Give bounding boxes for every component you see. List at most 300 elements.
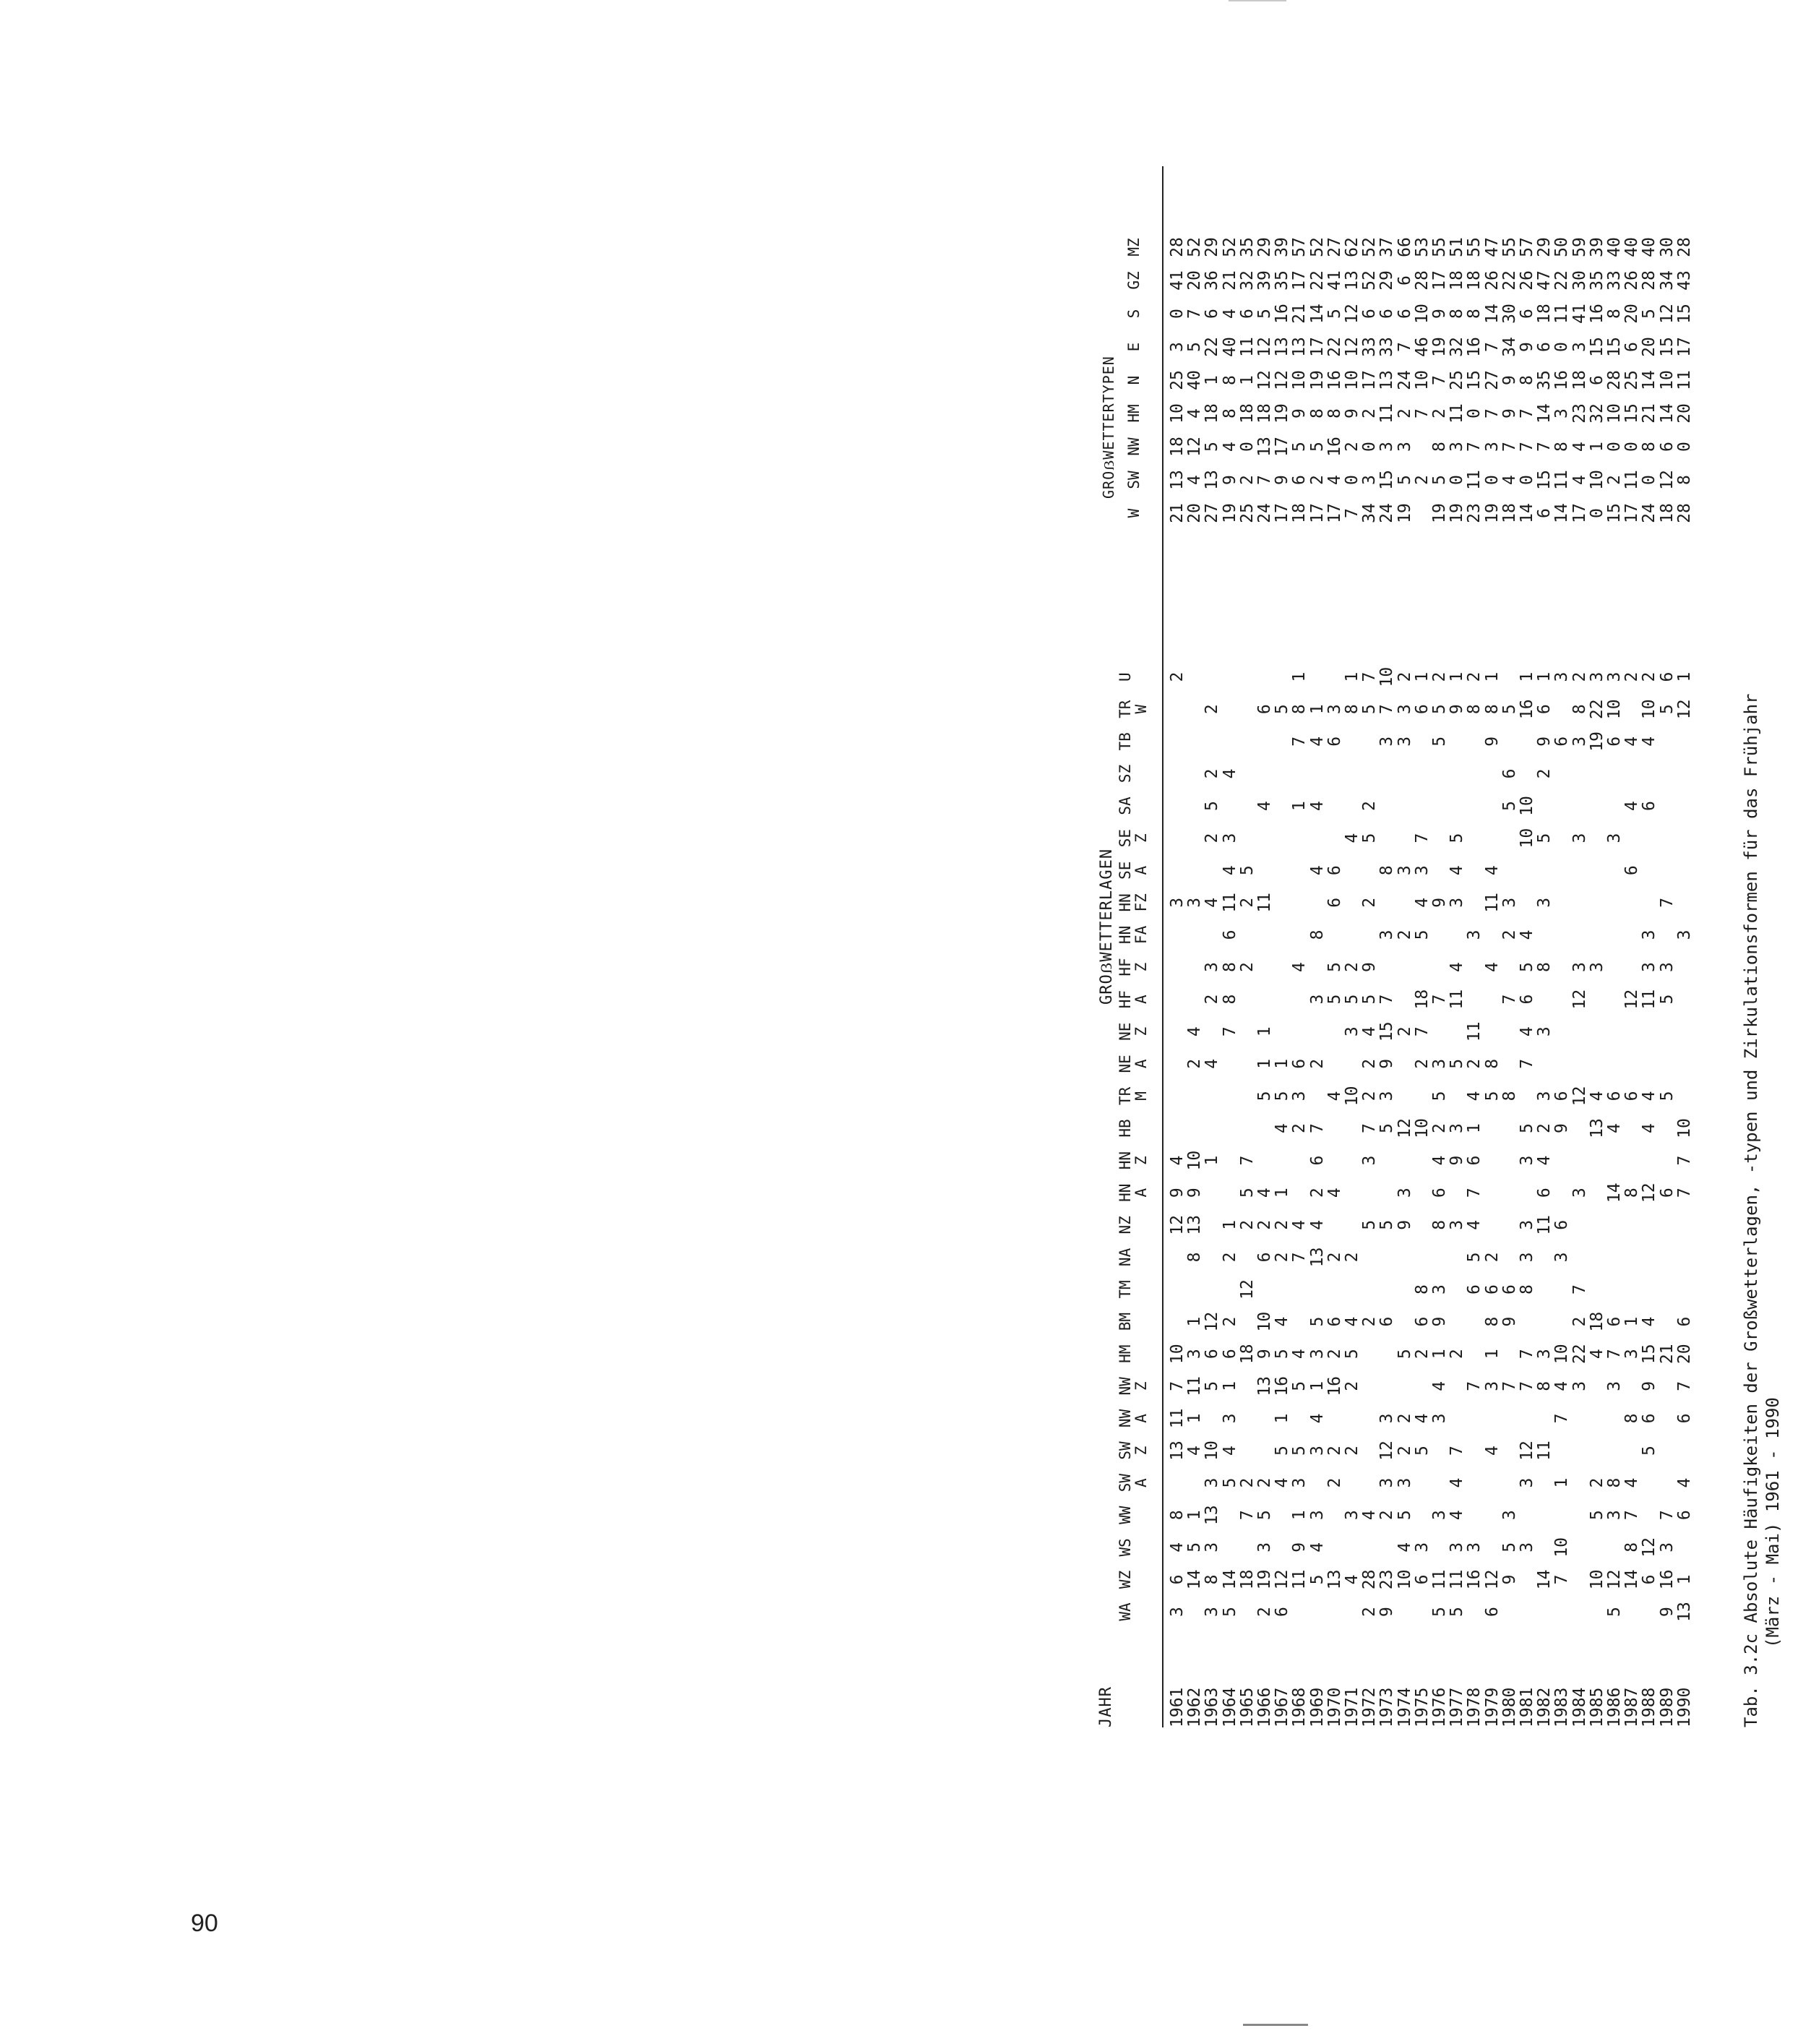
gwl-cell: 1 [1552, 1477, 1572, 1488]
gwl-cell: 2 [1360, 897, 1380, 908]
gwl-cell: 6 [1307, 1155, 1327, 1166]
gwl-cell: 2 [1255, 1607, 1274, 1617]
gwt-cell: 0 [1168, 309, 1187, 319]
year-cell: 1963 [1203, 1687, 1222, 1727]
year-cell: 1981 [1518, 1687, 1536, 1727]
gwl-cell: 9 [1290, 1542, 1309, 1553]
caption-line-1: Tab. 3.2c Absolute Häufigkeiten der Großwetterlagen, -typen und Zirkulationsformen für das Frühjahr [1741, 693, 1761, 1727]
gwl-cell: 4 [1343, 1316, 1362, 1327]
gwl-cell: 13 [1203, 1505, 1222, 1526]
gwt-cell: 12 [1657, 304, 1677, 324]
gwl-cell: 3 [1325, 704, 1344, 715]
gwl-cell: 14 [1220, 1569, 1239, 1590]
gwl-cell: 6 [1465, 1284, 1484, 1294]
column-header: SZ [1117, 764, 1134, 783]
gwl-cell: 9 [1430, 1316, 1449, 1327]
gwl-cell: 5 [1430, 704, 1449, 715]
gwt-cell: 35 [1587, 270, 1606, 291]
gwt-cell: 6 [1518, 309, 1536, 319]
year-cell: 1966 [1255, 1687, 1274, 1727]
gwl-cell: 14 [1535, 1569, 1554, 1590]
gwt-cell: 17 [1307, 503, 1327, 523]
gwt-cell: 17 [1290, 270, 1309, 291]
gwt-cell: 27 [1203, 503, 1222, 523]
column-header: SW A [1117, 1473, 1150, 1493]
gwl-cell: 7 [1674, 1155, 1694, 1166]
gwl-cell: 2 [1203, 704, 1222, 715]
gwt-cell: 35 [1273, 270, 1292, 291]
gwt-cell: 6 [1535, 342, 1554, 352]
gwl-cell: 6 [1412, 1316, 1432, 1327]
gwt-cell: 1 [1237, 375, 1257, 385]
gwl-cell: 1 [1185, 1316, 1205, 1327]
gwl-cell: 2 [1395, 1413, 1414, 1424]
gwt-cell: 22 [1203, 337, 1222, 357]
gwt-cell: 1 [1587, 442, 1606, 452]
gwl-cell: 4 [1255, 801, 1274, 811]
gwt-cell: 3 [1552, 408, 1572, 418]
gwt-cell: 12 [1273, 370, 1292, 390]
gwl-cell: 3 [1448, 1219, 1467, 1230]
gwl-cell: 1 [1307, 1380, 1327, 1391]
gwl-cell: 3 [1640, 962, 1659, 972]
gwl-cell: 4 [1395, 1542, 1414, 1553]
gwl-cell: 9 [1377, 1058, 1397, 1069]
gwl-cell: 8 [1622, 1188, 1642, 1198]
column-header: W [1125, 508, 1143, 518]
gwt-cell: 55 [1500, 237, 1519, 257]
gwt-cell: 6 [1657, 442, 1677, 452]
gwt-cell: 29 [1377, 270, 1397, 291]
gwt-cell: 8 [1605, 309, 1624, 319]
gwl-cell: 4 [1307, 1219, 1327, 1230]
gwl-cell: 7 [1674, 1188, 1694, 1198]
gwl-cell: 2 [1448, 1349, 1467, 1360]
gwl-cell: 1 [1220, 1219, 1239, 1230]
gwt-cell: 12 [1343, 304, 1362, 324]
gwl-cell: 2 [1203, 768, 1222, 779]
gwl-cell: 1 [1290, 801, 1309, 811]
gwl-cell: 5 [1290, 1446, 1309, 1456]
gwt-cell: 15 [1674, 304, 1694, 324]
gwl-cell: 4 [1185, 1026, 1205, 1037]
gwt-cell: 11 [1377, 403, 1397, 424]
gwl-cell: 11 [1220, 892, 1239, 913]
gwt-cell: 17 [1430, 270, 1449, 291]
gwt-cell: 8 [1552, 442, 1572, 452]
gwt-cell: 2 [1430, 408, 1449, 418]
gwt-cell: 2 [1237, 475, 1257, 485]
gwl-cell: 10 [1552, 1537, 1572, 1558]
gwt-cell: 9 [1500, 375, 1519, 385]
gwl-cell: 10 [1203, 1440, 1222, 1461]
gwl-cell: 7 [1552, 1574, 1572, 1585]
gwl-cell: 9 [1657, 1607, 1677, 1617]
gwt-cell: 7 [1535, 442, 1554, 452]
gwl-cell: 1 [1482, 671, 1502, 682]
gwt-cell: 40 [1220, 337, 1239, 357]
gwt-cell: 8 [1325, 408, 1344, 418]
gwl-cell: 4 [1482, 1446, 1502, 1456]
gwl-cell: 10 [1412, 1118, 1432, 1138]
gwt-cell: 62 [1343, 237, 1362, 257]
gwt-cell: 10 [1343, 370, 1362, 390]
gwt-cell: 8 [1448, 309, 1467, 319]
gwl-cell: 5 [1307, 1316, 1327, 1327]
gwl-cell: 5 [1203, 1380, 1222, 1391]
gwl-cell: 4 [1255, 1188, 1274, 1198]
gwt-cell: 3 [1360, 475, 1380, 485]
gwl-cell: 2 [1273, 1252, 1292, 1263]
gwt-cell: 17 [1622, 503, 1642, 523]
gwt-cell: 18 [1657, 503, 1677, 523]
gwt-cell: 0 [1674, 442, 1694, 452]
gwl-cell: 6 [1220, 929, 1239, 940]
gwt-cell: 18 [1465, 270, 1484, 291]
gwl-cell: 12 [1273, 1569, 1292, 1590]
gwt-cell: 9 [1290, 408, 1309, 418]
gwl-cell: 7 [1465, 1380, 1484, 1391]
gwl-cell: 6 [1325, 1316, 1344, 1327]
column-header: NE Z [1117, 1022, 1150, 1041]
gwl-cell: 12 [1168, 1214, 1187, 1235]
gwl-cell: 8 [1518, 1284, 1536, 1294]
gwl-cell: 11 [1535, 1214, 1554, 1235]
gwl-cell: 3 [1377, 1091, 1397, 1102]
gwl-cell: 16 [1273, 1375, 1292, 1396]
gwl-cell: 2 [1622, 671, 1642, 682]
column-header: HF A [1117, 989, 1150, 1009]
gwt-cell: 30 [1500, 304, 1519, 324]
gwl-cell: 6 [1255, 704, 1274, 715]
gwl-cell: 3 [1343, 1026, 1362, 1037]
gwl-cell: 7 [1674, 1380, 1694, 1391]
gwl-cell: 14 [1605, 1182, 1624, 1203]
gwl-cell: 3 [1203, 962, 1222, 972]
gwl-cell: 9 [1500, 1574, 1519, 1585]
gwl-cell: 10 [1255, 1311, 1274, 1332]
gwl-cell: 3 [1220, 833, 1239, 843]
gwl-cell: 2 [1395, 671, 1414, 682]
gwt-cell: 0 [1343, 475, 1362, 485]
gwl-cell: 5 [1255, 1091, 1274, 1102]
gwt-cell: 7 [1500, 442, 1519, 452]
year-column-header: JAHR [1097, 1686, 1115, 1727]
gwl-cell: 4 [1552, 1380, 1572, 1391]
gwt-cell: 18 [1290, 503, 1309, 523]
gwt-cell: 40 [1640, 237, 1659, 257]
gwl-cell: 3 [1168, 1607, 1187, 1617]
gwt-cell: 32 [1587, 403, 1606, 424]
year-cell: 1962 [1185, 1687, 1205, 1727]
gwl-cell: 3 [1518, 1219, 1536, 1230]
gwl-group-header: GROẞWETTERLAGEN [1098, 848, 1116, 1005]
scan-mark-bottom [1243, 2024, 1308, 2026]
gwt-cell: 19 [1220, 503, 1239, 523]
gwt-cell: 0 [1605, 442, 1624, 452]
gwt-cell: 0 [1552, 342, 1572, 352]
gwl-cell: 3 [1587, 671, 1606, 682]
gwl-cell: 4 [1448, 962, 1467, 972]
gwl-cell: 3 [1412, 1542, 1432, 1553]
gwl-cell: 5 [1220, 1607, 1239, 1617]
gwl-cell: 7 [1622, 1510, 1642, 1521]
gwl-cell: 9 [1448, 704, 1467, 715]
gwl-cell: 3 [1377, 736, 1397, 747]
gwt-cell: 18 [1237, 403, 1257, 424]
gwl-cell: 5 [1237, 865, 1257, 876]
gwt-cell: 13 [1168, 470, 1187, 490]
gwl-cell: 4 [1587, 1349, 1606, 1360]
gwl-cell: 6 [1430, 1188, 1449, 1198]
column-header: TR W [1117, 700, 1150, 718]
gwl-cell: 2 [1325, 1446, 1344, 1456]
gwt-cell: 4 [1500, 475, 1519, 485]
gwl-cell: 2 [1360, 1091, 1380, 1102]
gwl-cell: 6 [1465, 1155, 1484, 1166]
gwl-cell: 11 [1465, 1021, 1484, 1042]
gwl-cell: 4 [1343, 833, 1362, 843]
gwl-cell: 9 [1168, 1188, 1187, 1198]
gwl-cell: 2 [1395, 1446, 1414, 1456]
gwt-cell: 4 [1325, 475, 1344, 485]
gwl-cell: 2 [1465, 671, 1484, 682]
year-cell: 1968 [1290, 1687, 1309, 1727]
gwt-cell: 7 [1482, 342, 1502, 352]
gwl-cell: 3 [1395, 704, 1414, 715]
gwl-cell: 5 [1535, 833, 1554, 843]
gwt-cell: 4 [1185, 408, 1205, 418]
gwt-cell: 41 [1570, 304, 1589, 324]
gwt-cell: 41 [1325, 270, 1344, 291]
gwl-cell: 4 [1307, 1413, 1327, 1424]
gwt-cell: 35 [1535, 370, 1554, 390]
gwl-cell: 13 [1168, 1440, 1187, 1461]
gwl-cell: 2 [1360, 1058, 1380, 1069]
gwt-cell: 11 [1674, 370, 1694, 390]
gwt-cell: 8 [1430, 442, 1449, 452]
gwt-cell: 24 [1377, 503, 1397, 523]
gwl-cell: 3 [1570, 1380, 1589, 1391]
gwt-cell: 3 [1168, 342, 1187, 352]
gwl-cell: 1 [1220, 1380, 1239, 1391]
gwl-cell: 3 [1657, 1542, 1677, 1553]
gwl-cell: 3 [1570, 736, 1589, 747]
gwl-cell: 2 [1343, 1380, 1362, 1391]
gwl-cell: 16 [1465, 1569, 1484, 1590]
gwl-cell: 4 [1168, 1542, 1187, 1553]
gwl-cell: 2 [1570, 1316, 1589, 1327]
gwt-cell: 10 [1168, 403, 1187, 424]
gwl-cell: 4 [1412, 897, 1432, 908]
column-header: MZ [1125, 238, 1143, 257]
gwl-cell: 7 [1377, 704, 1397, 715]
gwl-cell: 12 [1674, 699, 1694, 720]
gwt-cell: 8 [1307, 408, 1327, 418]
gwl-cell: 5 [1360, 1219, 1380, 1230]
gwl-cell: 23 [1377, 1569, 1397, 1590]
gwt-cell: 33 [1605, 270, 1624, 291]
gwl-cell: 9 [1448, 1155, 1467, 1166]
gwl-cell: 9 [1640, 1380, 1659, 1391]
gwt-cell: 10 [1605, 403, 1624, 424]
gwt-cell: 5 [1185, 342, 1205, 352]
gwl-cell: 5 [1360, 833, 1380, 843]
gwl-cell: 1 [1203, 1155, 1222, 1166]
gwt-cell: 0 [1465, 408, 1484, 418]
gwt-cell: 11 [1237, 337, 1257, 357]
gwl-cell: 21 [1657, 1344, 1677, 1365]
gwl-cell: 3 [1377, 1477, 1397, 1488]
gwt-cell: 18 [1570, 370, 1589, 390]
year-cell: 1983 [1552, 1687, 1572, 1727]
gwl-cell: 7 [1518, 1380, 1536, 1391]
gwl-cell: 9 [1360, 962, 1380, 972]
gwl-cell: 4 [1290, 1349, 1309, 1360]
gwt-cell: 15 [1605, 503, 1624, 523]
gwt-cell: 15 [1587, 337, 1606, 357]
gwt-cell: 24 [1255, 503, 1274, 523]
gwt-cell: 34 [1500, 337, 1519, 357]
gwl-cell: 3 [1518, 1155, 1536, 1166]
gwl-cell: 5 [1500, 1542, 1519, 1553]
gwl-cell: 4 [1325, 1188, 1344, 1198]
gwl-cell: 2 [1640, 671, 1659, 682]
gwl-cell: 5 [1220, 1477, 1239, 1488]
gwt-cell: 6 [1237, 309, 1257, 319]
gwt-cell: 9 [1518, 342, 1536, 352]
gwt-cell: 50 [1552, 237, 1572, 257]
gwt-cell: 7 [1185, 309, 1205, 319]
gwl-cell: 3 [1377, 1413, 1397, 1424]
gwl-cell: 10 [1674, 1118, 1694, 1138]
gwl-cell: 12 [1570, 1086, 1589, 1107]
gwl-cell: 9 [1535, 736, 1554, 747]
gwl-cell: 2 [1237, 962, 1257, 972]
gwt-cell: 14 [1657, 403, 1677, 424]
gwl-cell: 1 [1290, 671, 1309, 682]
gwt-cell: 0 [1482, 475, 1502, 485]
gwl-cell: 4 [1622, 801, 1642, 811]
gwl-cell: 3 [1570, 962, 1589, 972]
gwl-cell: 13 [1307, 1247, 1327, 1268]
gwt-cell: 18 [1448, 270, 1467, 291]
gwt-cell: 32 [1448, 337, 1467, 357]
gwt-cell: 12 [1255, 337, 1274, 357]
gwl-cell: 3 [1657, 962, 1677, 972]
gwt-cell: 2 [1307, 475, 1327, 485]
gwl-cell: 7 [1552, 1413, 1572, 1424]
gwt-cell: 6 [1587, 375, 1606, 385]
gwt-cell: 14 [1482, 304, 1502, 324]
gwl-cell: 2 [1412, 1349, 1432, 1360]
gwl-cell: 6 [1255, 1252, 1274, 1263]
gwt-cell: 2 [1605, 475, 1624, 485]
gwl-cell: 6 [1518, 994, 1536, 1005]
gwt-cell: 28 [1412, 270, 1432, 291]
gwl-cell: 3 [1290, 1091, 1309, 1102]
gwt-cell: 5 [1395, 475, 1414, 485]
gwt-cell: 6 [1622, 342, 1642, 352]
gwl-cell: 1 [1255, 1058, 1274, 1069]
gwl-cell: 7 [1377, 994, 1397, 1005]
gwl-cell: 2 [1203, 833, 1222, 843]
gwl-cell: 3 [1307, 1349, 1327, 1360]
gwt-cell: 22 [1307, 270, 1327, 291]
gwl-cell: 8 [1535, 1380, 1554, 1391]
gwt-cell: 40 [1605, 237, 1624, 257]
gwt-cell: 10 [1587, 470, 1606, 490]
gwl-cell: 4 [1220, 1446, 1239, 1456]
gwl-cell: 28 [1360, 1569, 1380, 1590]
gwt-cell: 14 [1552, 503, 1572, 523]
gwt-cell: 19 [1448, 503, 1467, 523]
gwt-cell: 16 [1552, 370, 1572, 390]
page-number: 90 [191, 1910, 218, 1937]
gwt-cell: 0 [1640, 475, 1659, 485]
gwl-cell: 4 [1465, 1091, 1484, 1102]
gwt-cell: 9 [1273, 475, 1292, 485]
gwt-cell: 6 [1377, 309, 1397, 319]
gwl-cell: 6 [1412, 704, 1432, 715]
gwl-cell: 5 [1430, 1607, 1449, 1617]
gwl-cell: 16 [1657, 1569, 1677, 1590]
gwt-cell: 4 [1220, 309, 1239, 319]
gwl-cell: 1 [1185, 1510, 1205, 1521]
gwl-cell: 6 [1482, 1607, 1502, 1617]
gwl-cell: 2 [1535, 768, 1554, 779]
year-cell: 1979 [1482, 1687, 1502, 1727]
gwl-cell: 6 [1552, 1219, 1572, 1230]
gwl-cell: 3 [1412, 865, 1432, 876]
gwl-cell: 3 [1377, 929, 1397, 940]
gwl-cell: 7 [1465, 1188, 1484, 1198]
gwl-cell: 3 [1482, 1380, 1502, 1391]
gwl-cell: 5 [1290, 1380, 1309, 1391]
gwl-cell: 4 [1448, 1510, 1467, 1521]
gwl-cell: 3 [1535, 897, 1554, 908]
gwl-cell: 3 [1535, 1026, 1554, 1037]
gwt-cell: 22 [1325, 337, 1344, 357]
gwt-cell: 7 [1255, 475, 1274, 485]
year-cell: 1972 [1360, 1687, 1380, 1727]
gwt-cell: 21 [1640, 403, 1659, 424]
year-cell: 1969 [1307, 1687, 1327, 1727]
gwt-cell: 19 [1430, 337, 1449, 357]
gwt-cell: 35 [1237, 237, 1257, 257]
year-cell: 1975 [1412, 1687, 1432, 1727]
gwt-cell: 8 [1518, 375, 1536, 385]
gwl-cell: 5 [1587, 1510, 1606, 1521]
gwl-cell: 2 [1343, 962, 1362, 972]
gwl-cell: 9 [1482, 736, 1502, 747]
gwl-cell: 3 [1307, 994, 1327, 1005]
gwt-cell: 26 [1482, 270, 1502, 291]
gwt-cell: 6 [1395, 309, 1414, 319]
gwt-cell: 4 [1220, 442, 1239, 452]
gwt-cell: 21 [1290, 304, 1309, 324]
gwl-cell: 6 [1605, 736, 1624, 747]
gwt-cell: 0 [1518, 475, 1536, 485]
gwl-cell: 19 [1255, 1569, 1274, 1590]
gwl-cell: 10 [1518, 796, 1536, 816]
gwt-cell: 4 [1570, 442, 1589, 452]
column-header: BM [1117, 1312, 1134, 1331]
gwl-cell: 6 [1482, 1284, 1502, 1294]
gwt-cell: 53 [1412, 237, 1432, 257]
gwl-cell: 7 [1168, 1380, 1187, 1391]
gwt-cell: 29 [1255, 237, 1274, 257]
